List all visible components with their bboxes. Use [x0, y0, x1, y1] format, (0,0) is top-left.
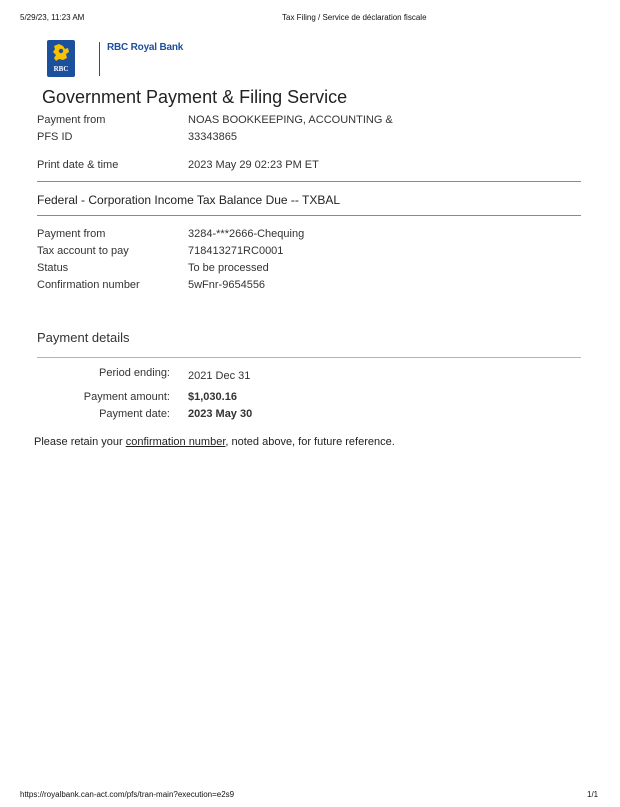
print-footer-url: https://royalbank.can-act.com/pfs/tran-main?execution=e2s9	[20, 790, 235, 799]
divider-payment-details	[37, 357, 581, 358]
payment-details-heading: Payment details	[37, 330, 130, 345]
tax-section-heading: Federal - Corporation Income Tax Balance Due -- TXBAL	[37, 193, 341, 207]
payment-from-value: NOAS BOOKKEEPING, ACCOUNTING &	[188, 114, 393, 126]
retention-note-after: , noted above, for future reference.	[225, 436, 395, 448]
logo-shield-text: RBC	[53, 65, 69, 73]
payment-from-label: Payment from	[37, 114, 106, 126]
pfs-id-label: PFS ID	[37, 131, 73, 143]
retention-note	[34, 436, 395, 448]
tax-account-label: Tax account to pay	[37, 245, 129, 257]
payment-amount-value: $1,030.16	[188, 391, 237, 403]
logo-divider	[99, 42, 100, 76]
divider-tax-section	[37, 215, 581, 216]
tax-account-value: 718413271RC0001	[188, 245, 284, 257]
print-date-label: Print date & time	[37, 159, 119, 171]
period-ending-value: 2021 Dec 31	[188, 370, 251, 382]
print-page-title: Tax Filing / Service de déclaration fiscale	[282, 13, 427, 22]
confirmation-number-link[interactable]: confirmation number	[125, 436, 226, 448]
payment-amount-label: Payment amount:	[83, 391, 170, 403]
status-value: To be processed	[188, 262, 269, 274]
logo-wordmark: RBC Royal Bank	[107, 42, 184, 53]
print-datetime: 5/29/23, 11:23 AM	[20, 13, 85, 22]
print-date-value: 2023 May 29 02:23 PM ET	[188, 159, 319, 171]
payment-date-label: Payment date:	[99, 408, 170, 420]
retention-note-before: Please retain your	[34, 436, 126, 448]
status-label: Status	[37, 262, 69, 274]
confirmation-number-value: 5wFnr-9654556	[188, 279, 266, 291]
confirmation-number-label: Confirmation number	[37, 279, 140, 291]
payment-date-value: 2023 May 30	[188, 408, 253, 420]
pfs-id-value: 33343865	[188, 131, 237, 143]
print-footer-page: 1/1	[587, 790, 599, 799]
period-ending-label: Period ending:	[99, 367, 170, 379]
divider-top	[37, 181, 581, 182]
txn-payment-from-label: Payment from	[37, 228, 106, 240]
page-title: Government Payment & Filing Service	[42, 87, 348, 107]
txn-payment-from-value: 3284-***2666-Chequing	[188, 228, 305, 240]
